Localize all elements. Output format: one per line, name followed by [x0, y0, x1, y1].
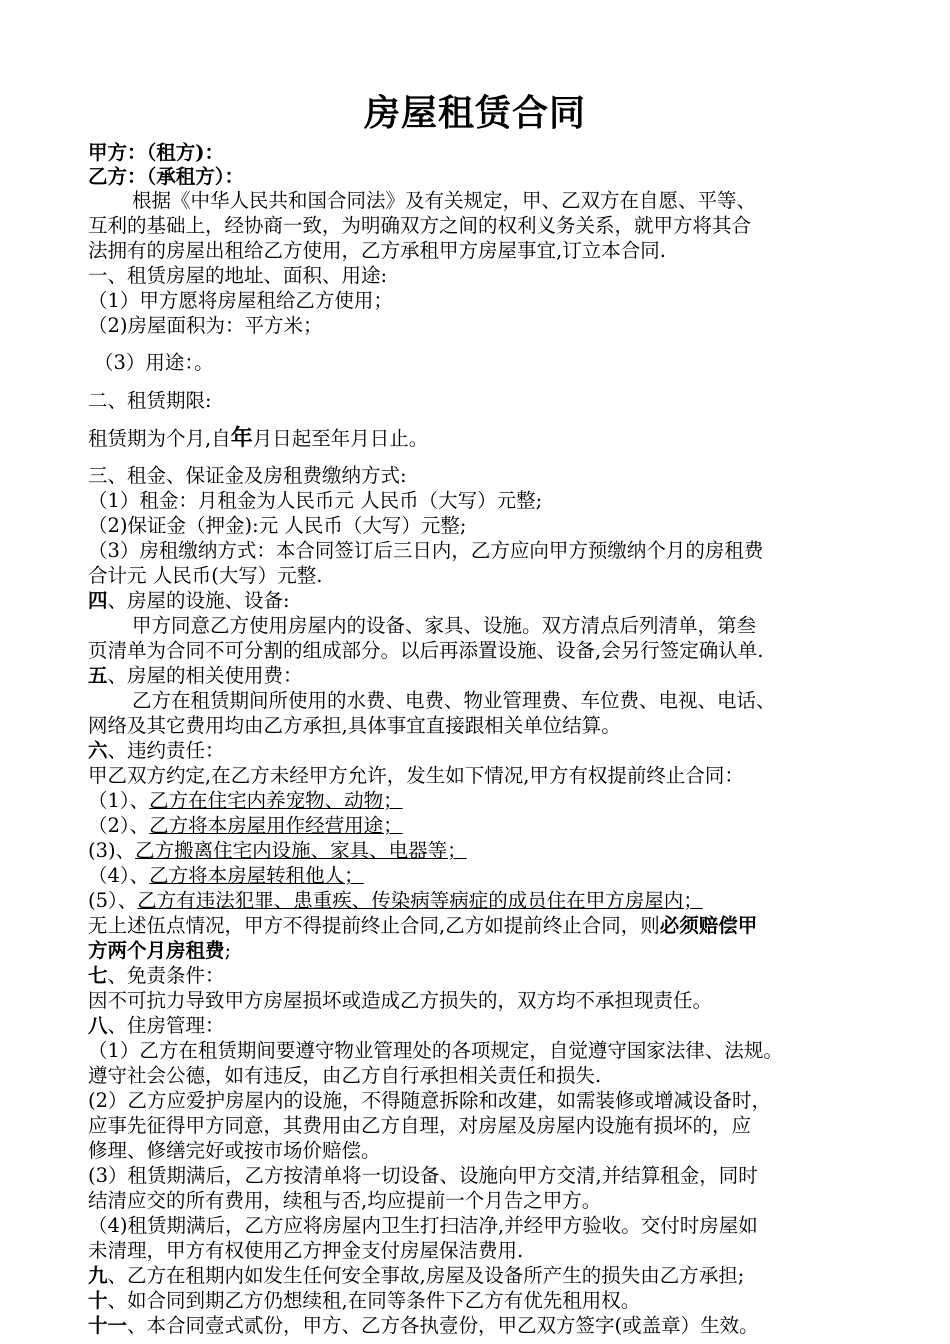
section-3-item-1: （1）租金：月租金为人民币元 人民币（大写）元整; — [88, 489, 543, 512]
section-6-item-4 — [88, 863, 364, 888]
section-4-title: 、房屋的设施、设备: — [107, 589, 290, 612]
section-8-item-3a: (3）租赁期满后，乙方按清单将一切设备、设施向甲方交清,并结算租金，同时 — [88, 1164, 758, 1187]
section-8-item-4b: 未清理，甲方有权使用乙方押金支付房屋保洁费用. — [88, 1239, 524, 1262]
section-1-item-2: （2)房屋面积为：平方米； — [88, 314, 323, 337]
section-3-item-3a: （3）房租缴纳方式：本合同签订后三日内，乙方应向甲方预缴纳个月的房租费 — [88, 539, 764, 562]
section-6-item-1 — [88, 788, 403, 813]
end-bold-text-2: 方两个月房租费 — [88, 939, 225, 962]
section-4-heading — [88, 588, 290, 613]
section-8-item-2b: 应事先征得甲方同意，其费用由乙方自理，对房屋及房屋内设施有损坏的，应 — [88, 1114, 752, 1137]
section-8-number: 八 — [88, 1014, 108, 1037]
intro-line-2: 互利的基础上，经协商一致，为明确双方之间的权利义务关系，就甲方将其合 — [88, 214, 752, 237]
section-8-item-2c: 修理、修缮完好或按市场价赔偿。 — [88, 1139, 381, 1162]
item-5-text: 乙方有违法犯罪、患重疾、传染病等病症的成员住在甲方房屋内； — [137, 889, 703, 912]
section-8-item-4a: （4)租赁期满后，乙方应将房屋内卫生打扫洁净,并经甲方验收。交付时房屋如 — [88, 1214, 758, 1237]
section-1-heading: 一、租赁房屋的地址、面积、用途: — [88, 264, 388, 287]
section-1-item-1: （1）甲方愿将房屋租给乙方使用； — [88, 289, 393, 312]
section-5-line-2: 网络及其它费用均由乙方承担,具体事宜直接跟相关单位结算。 — [88, 714, 621, 737]
section-6-heading — [88, 738, 225, 763]
section-7-title: 、免责条件： — [107, 964, 225, 987]
section-1-item-3: （3）用途：。 — [94, 351, 214, 374]
item-1-text: 乙方在住宅内养宠物、动物； — [149, 789, 403, 812]
section-6-end-line-1 — [88, 913, 757, 938]
section-6-title: 、违约责任： — [107, 739, 225, 762]
section-11-text: 、本合同壹式贰份，甲方、乙方各执壹份，甲乙双方签字(或盖章）生效。 — [127, 1314, 759, 1337]
section-3-heading: 三、租金、保证金及房租费缴纳方式: — [88, 464, 407, 487]
item-1-number: （1）、 — [88, 789, 150, 812]
section-10 — [88, 1288, 640, 1313]
section-8-item-1a: （1）乙方在租赁期间要遵守物业管理处的各项规定，自觉遵守国家法律、法规。 — [88, 1039, 783, 1062]
intro-line-1: 根据《中华人民共和国合同法》及有关规定，甲、乙双方在自愿、平等、 — [132, 189, 757, 212]
section-11-number: 十一 — [88, 1314, 128, 1337]
section-3-item-2: （2)保证金（押金):元 人民币（大写）元整; — [88, 514, 467, 537]
section-6-item-2 — [88, 813, 403, 838]
section-4-number: 四 — [88, 589, 108, 612]
section-10-text: 、如合同到期乙方仍想续租,在同等条件下乙方有优先租用权。 — [107, 1289, 641, 1312]
section-5-title: 、房屋的相关使用费： — [107, 664, 303, 687]
section-2-heading: 二、租赁期限: — [88, 389, 212, 412]
section-5-line-1: 乙方在租赁期间所使用的水费、电费、物业管理费、车位费、电视、电话、 — [132, 689, 776, 712]
section-5-number: 五 — [88, 664, 108, 687]
section-7-number: 七 — [88, 964, 108, 987]
document-title: 房屋租赁合同 — [363, 93, 586, 134]
party-a-line: 甲方：（租方)： — [88, 141, 224, 164]
section-5-heading — [88, 663, 303, 688]
section-6-intro: 甲乙双方约定,在乙方未经甲方允许，发生如下情况,甲方有权提前终止合同： — [88, 764, 744, 787]
item-4-text: 乙方将本房屋转租他人； — [149, 864, 364, 887]
section-9 — [88, 1263, 744, 1288]
section-6-number: 六 — [88, 739, 108, 762]
section-6-item-3 — [88, 838, 467, 863]
end-punct: ; — [224, 939, 232, 962]
term-text-c: 月日起至年月日止。 — [252, 427, 429, 450]
section-9-number: 九 — [88, 1264, 108, 1287]
section-7-line-1: 因不可抗力导致甲方房屋损坏或造成乙方损失的，双方均不承担现责任。 — [88, 989, 713, 1012]
item-4-number: （4）、 — [88, 864, 150, 887]
section-8-heading — [88, 1013, 225, 1038]
section-8-item-3b: 结清应交的所有费用，续租与否,均应提前一个月告之甲方。 — [88, 1189, 602, 1212]
item-3-number: (3)、 — [88, 839, 136, 862]
intro-line-3: 法拥有的房屋出租给乙方使用，乙方承租甲方房屋事宜,订立本合同. — [88, 239, 666, 262]
section-4-line-2: 页清单为合同不可分割的组成部分。以后再添置设施、设备,会另行签定确认单. — [88, 639, 764, 662]
section-7-heading — [88, 963, 225, 988]
term-text-year: 年 — [230, 426, 253, 451]
item-2-text: 乙方将本房屋用作经营用途； — [149, 814, 403, 837]
end-text: 无上述伍点情况，甲方不得提前终止合同,乙方如提前终止合同，则 — [88, 914, 660, 937]
section-9-text: 、乙方在租期内如发生任何安全事故,房屋及设备所产生的损失由乙方承担; — [107, 1264, 745, 1287]
party-b-line: 乙方：（承租方）： — [88, 165, 245, 188]
section-4-line-1: 甲方同意乙方使用房屋内的设备、家具、设施。双方清点后列清单，第叁 — [132, 614, 757, 637]
section-6-item-5 — [88, 888, 703, 913]
item-5-number: (5）、 — [88, 889, 138, 912]
section-10-number: 十 — [88, 1289, 108, 1312]
section-3-item-3b: 合计元 人民币(大写）元整. — [88, 564, 323, 587]
item-3-text: 乙方搬离住宅内设施、家具、电器等； — [135, 839, 467, 862]
section-6-end-line-2 — [88, 938, 231, 963]
section-8-item-1b: 遵守社会公德，如有违反，由乙方自行承担相关责任和损失. — [88, 1064, 602, 1087]
end-bold-text: 必须赔偿甲 — [659, 914, 758, 937]
section-8-title: 、住房管理： — [107, 1014, 225, 1037]
item-2-number: （2）、 — [88, 814, 150, 837]
term-text-a: 租赁期为个月,自 — [88, 427, 231, 450]
section-2-term — [88, 426, 428, 451]
section-8-item-2a: (2）乙方应爱护房屋内的设施，不得随意拆除和改建，如需装修或增减设备时， — [88, 1089, 772, 1112]
section-11 — [88, 1313, 759, 1338]
